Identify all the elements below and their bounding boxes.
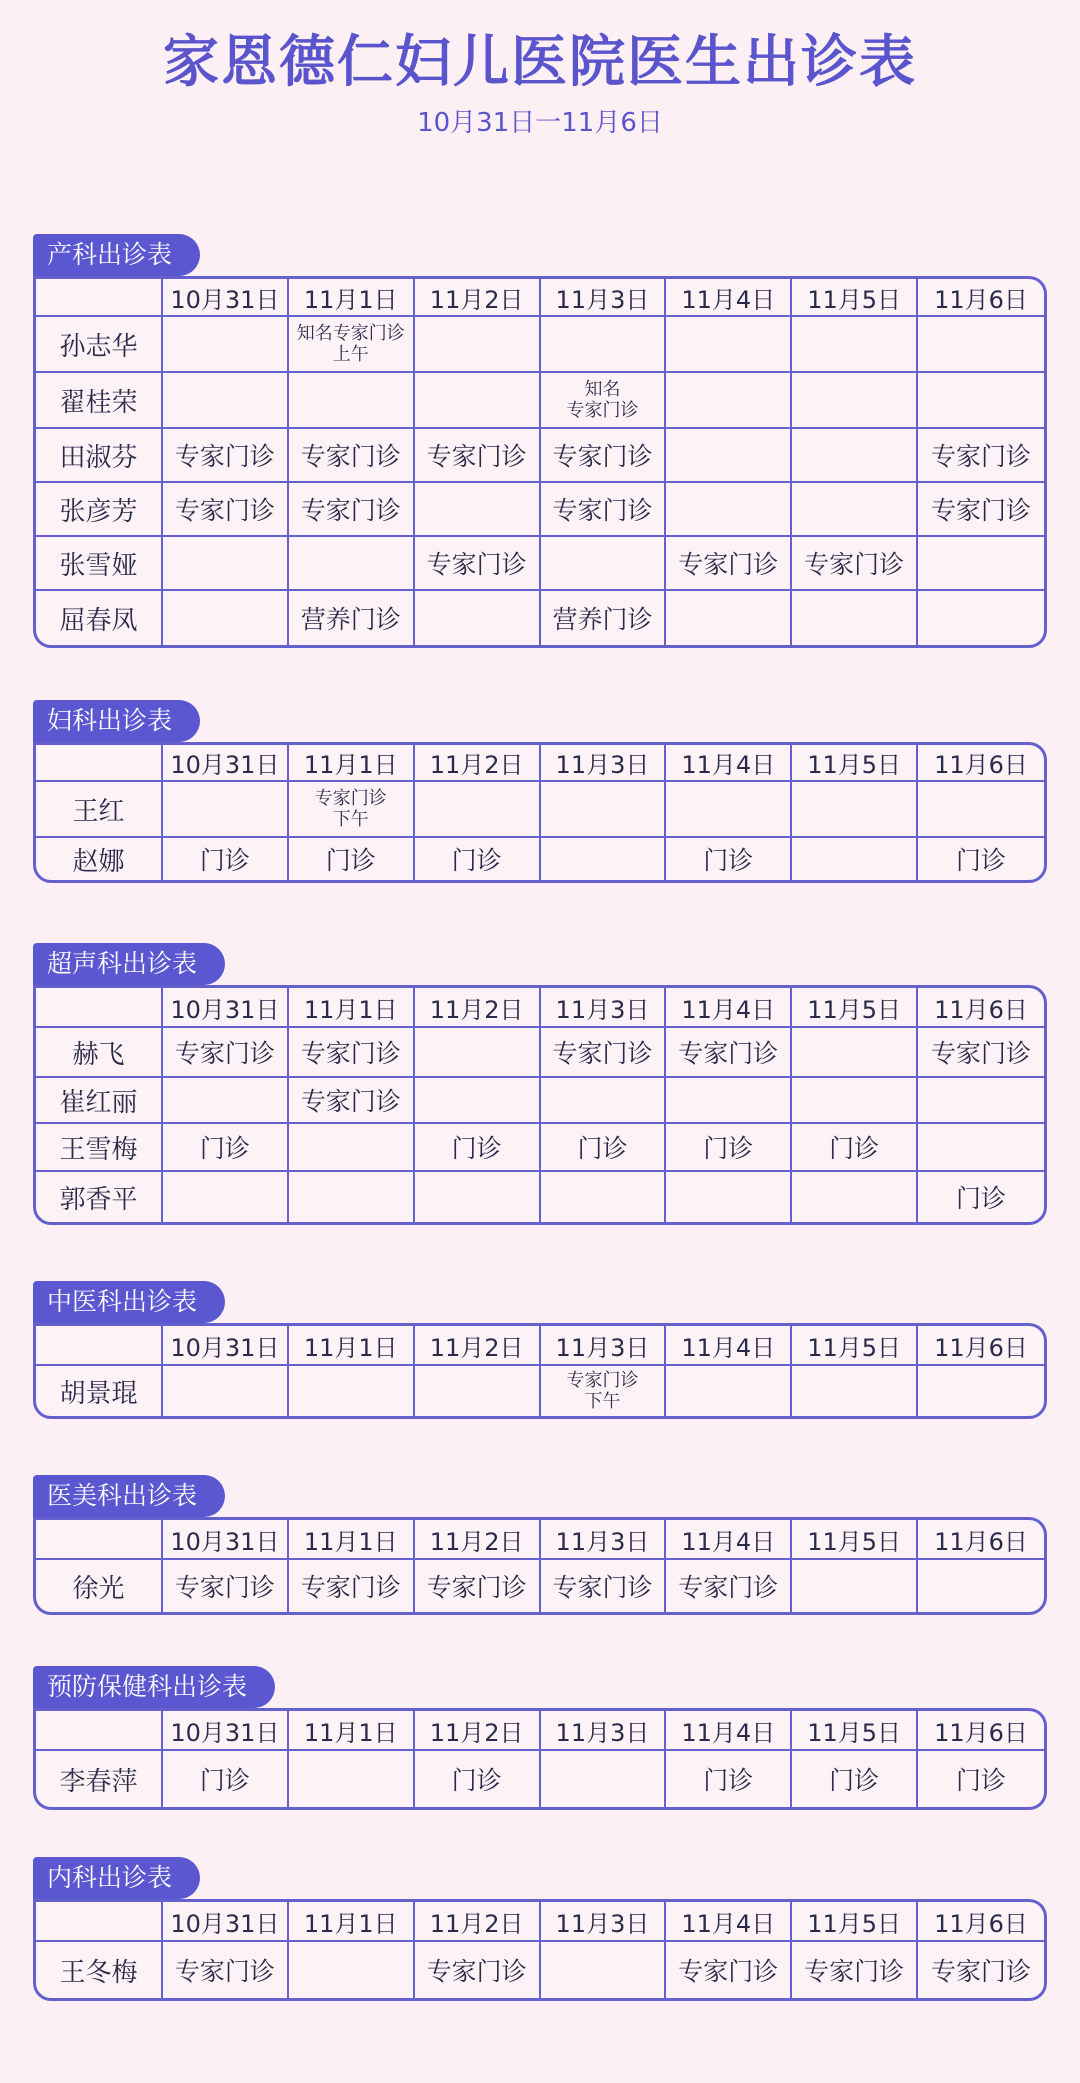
schedule-cell: 专家门诊 [163, 429, 289, 483]
schedule-cell [792, 317, 918, 373]
schedule-cell [289, 1366, 415, 1416]
schedule-cell: 专家门诊 [918, 483, 1044, 537]
date-header: 11月2日 [415, 1902, 541, 1942]
schedule-cell [541, 1366, 667, 1416]
date-header-row [36, 1711, 1044, 1751]
schedule-cell: 专家门诊 [289, 1028, 415, 1078]
doctor-row [36, 782, 1044, 838]
corner-cell [36, 988, 163, 1028]
date-header-row [36, 1326, 1044, 1366]
schedule-cell: 专家门诊 [918, 429, 1044, 483]
schedule-cell [666, 317, 792, 373]
schedule-cell [792, 483, 918, 537]
date-header-row [36, 988, 1044, 1028]
schedule-cell: 专家门诊 [666, 1028, 792, 1078]
schedule-cell [666, 782, 792, 838]
schedule-cell [415, 1172, 541, 1222]
schedule-cell [289, 317, 415, 373]
schedule-cell: 专家门诊 [415, 537, 541, 591]
schedule-cell [163, 1366, 289, 1416]
schedule-cell-line: 专家门诊 [566, 400, 639, 421]
date-header: 11月4日 [666, 745, 792, 782]
schedule-cell: 门诊 [415, 838, 541, 880]
doctor-name: 王雪梅 [36, 1124, 163, 1172]
date-range: 10月31日一11月6日 [417, 108, 663, 138]
schedule-cell: 门诊 [666, 838, 792, 880]
schedule-cell [415, 1028, 541, 1078]
doctor-row [36, 1078, 1044, 1124]
schedule-cell [666, 429, 792, 483]
schedule-cell: 专家门诊 [415, 1560, 541, 1612]
doctor-row [36, 373, 1044, 429]
schedule-cell: 门诊 [163, 838, 289, 880]
schedule-cell [918, 591, 1044, 645]
schedule-cell: 专家门诊 [289, 1078, 415, 1124]
date-header: 11月6日 [918, 1520, 1044, 1560]
date-header: 11月2日 [415, 1711, 541, 1751]
schedule-cell: 专家门诊 [541, 483, 667, 537]
doctor-name: 胡景琨 [36, 1366, 163, 1416]
date-header: 11月6日 [918, 279, 1044, 317]
date-header: 11月5日 [792, 1520, 918, 1560]
doctor-name: 王冬梅 [36, 1942, 163, 1998]
schedule-cell: 门诊 [666, 1751, 792, 1807]
corner-cell [36, 1711, 163, 1751]
date-header: 10月31日 [163, 745, 289, 782]
schedule-cell-line: 知名专家门诊 [296, 323, 405, 344]
date-header: 11月1日 [289, 279, 415, 317]
corner-cell [36, 279, 163, 317]
doctor-name: 郭香平 [36, 1172, 163, 1222]
date-header: 11月5日 [792, 1711, 918, 1751]
date-header: 11月1日 [289, 1326, 415, 1366]
corner-cell [36, 1520, 163, 1560]
schedule-cell: 门诊 [666, 1124, 792, 1172]
date-header-row [36, 1520, 1044, 1560]
date-header: 11月6日 [918, 988, 1044, 1028]
date-header: 11月6日 [918, 1711, 1044, 1751]
schedule-cell [792, 1560, 918, 1612]
schedule-cell [163, 591, 289, 645]
doctor-row [36, 1751, 1044, 1807]
schedule-cell [415, 1078, 541, 1124]
corner-cell [36, 745, 163, 782]
schedule-cell: 专家门诊 [931, 1957, 1032, 1986]
section-tab: 产科出诊表 [33, 234, 200, 276]
schedule-cell [666, 1172, 792, 1222]
date-header: 11月2日 [415, 1520, 541, 1560]
date-header: 11月4日 [666, 1326, 792, 1366]
schedule-cell [541, 317, 667, 373]
schedule-cell-line: 下午 [584, 1391, 621, 1412]
doctor-row [36, 1028, 1044, 1078]
schedule-cell: 门诊 [541, 1124, 667, 1172]
schedule-cell [918, 1560, 1044, 1612]
schedule-cell: 门诊 [792, 1124, 918, 1172]
schedule-cell-line: 下午 [332, 809, 369, 830]
schedule-cell: 专家门诊 [666, 537, 792, 591]
schedule-cell [918, 1078, 1044, 1124]
schedule-cell: 专家门诊 [541, 429, 667, 483]
date-header: 11月3日 [541, 1520, 667, 1560]
schedule-cell: 门诊 [163, 1124, 289, 1172]
doctor-name: 徐光 [36, 1560, 163, 1612]
schedule-cell [415, 483, 541, 537]
doctor-name: 孙志华 [36, 317, 163, 373]
schedule-cell [792, 1028, 918, 1078]
doctor-name: 崔红丽 [36, 1078, 163, 1124]
doctor-name: 赵娜 [36, 838, 163, 880]
section-tab: 预防保健科出诊表 [33, 1666, 275, 1708]
date-header: 10月31日 [163, 279, 289, 317]
schedule-cell: 专家门诊 [792, 537, 918, 591]
section-tab: 医美科出诊表 [33, 1475, 225, 1517]
schedule-cell: 专家门诊 [918, 1028, 1044, 1078]
schedule-cell [163, 1172, 289, 1222]
schedule-cell [666, 591, 792, 645]
schedule-cell [918, 1366, 1044, 1416]
date-header: 11月4日 [666, 1902, 792, 1942]
page-title: 家恩德仁妇儿医院医生出诊表 [163, 30, 917, 95]
schedule-cell: 营养门诊 [541, 591, 667, 645]
schedule-cell [792, 782, 918, 838]
date-header: 11月3日 [541, 279, 667, 317]
schedule-cell [163, 373, 289, 429]
doctor-row [36, 1942, 1044, 1998]
schedule-cell: 专家门诊 [415, 1942, 541, 1998]
schedule-cell [918, 782, 1044, 838]
schedule-table [33, 1708, 1047, 1810]
schedule-cell-line: 专家门诊 [314, 788, 387, 809]
schedule-cell [792, 1366, 918, 1416]
section-tab: 妇科出诊表 [33, 700, 200, 742]
doctor-row [36, 1366, 1044, 1416]
schedule-cell [541, 838, 667, 880]
date-header: 11月3日 [541, 1711, 667, 1751]
schedule-cell: 专家门诊 [163, 483, 289, 537]
doctor-row [36, 1560, 1044, 1612]
schedule-cell [792, 838, 918, 880]
date-header-row [36, 279, 1044, 317]
date-header-row [36, 1902, 1044, 1942]
schedule-table [33, 1323, 1047, 1419]
schedule-cell: 专家门诊 [792, 1942, 918, 1998]
schedule-cell [666, 1366, 792, 1416]
doctor-row [36, 1124, 1044, 1172]
schedule-cell [541, 782, 667, 838]
section-tab: 内科出诊表 [33, 1857, 200, 1899]
doctor-row [36, 591, 1044, 645]
schedule-cell: 门诊 [415, 1751, 541, 1807]
date-header: 11月4日 [666, 988, 792, 1028]
date-header: 11月4日 [666, 279, 792, 317]
schedule-cell: 门诊 [956, 846, 1007, 875]
schedule-cell [918, 537, 1044, 591]
schedule-table [33, 1899, 1047, 2001]
schedule-cell [792, 429, 918, 483]
schedule-table [33, 276, 1047, 648]
section-tab: 超声科出诊表 [33, 943, 225, 985]
schedule-cell: 专家门诊 [289, 483, 415, 537]
schedule-cell [541, 1078, 667, 1124]
date-header: 10月31日 [163, 1902, 289, 1942]
doctor-row [36, 1172, 1044, 1222]
schedule-cell [541, 1942, 667, 1998]
doctor-name: 王红 [36, 782, 163, 838]
date-header: 11月5日 [792, 279, 918, 317]
date-header: 10月31日 [163, 1326, 289, 1366]
date-header: 11月2日 [415, 279, 541, 317]
schedule-cell [415, 782, 541, 838]
date-header: 11月6日 [918, 1902, 1044, 1942]
schedule-cell [666, 373, 792, 429]
schedule-cell: 门诊 [956, 1766, 1007, 1795]
date-header: 11月5日 [792, 1326, 918, 1366]
doctor-name: 屈春凤 [36, 591, 163, 645]
schedule-cell: 专家门诊 [163, 1942, 289, 1998]
schedule-cell: 营养门诊 [289, 591, 415, 645]
date-header: 11月5日 [792, 988, 918, 1028]
schedule-cell: 门诊 [792, 1751, 918, 1807]
schedule-cell [918, 1124, 1044, 1172]
date-header: 11月3日 [541, 1902, 667, 1942]
schedule-cell: 专家门诊 [163, 1028, 289, 1078]
schedule-cell [541, 1172, 667, 1222]
schedule-cell [792, 373, 918, 429]
schedule-cell [163, 1078, 289, 1124]
schedule-cell-line: 专家门诊 [566, 1370, 639, 1391]
schedule-cell: 门诊 [289, 838, 415, 880]
date-header: 10月31日 [163, 988, 289, 1028]
schedule-cell: 门诊 [956, 1184, 1007, 1213]
schedule-cell [289, 1751, 415, 1807]
schedule-cell [415, 373, 541, 429]
date-header: 11月1日 [289, 745, 415, 782]
schedule-cell [163, 782, 289, 838]
date-header: 11月3日 [541, 1326, 667, 1366]
doctor-name: 赫飞 [36, 1028, 163, 1078]
date-header: 11月6日 [918, 745, 1044, 782]
schedule-cell: 专家门诊 [666, 1560, 792, 1612]
schedule-cell [289, 373, 415, 429]
date-header: 11月3日 [541, 745, 667, 782]
schedule-cell [163, 317, 289, 373]
schedule-table [33, 1517, 1047, 1615]
schedule-cell: 专家门诊 [666, 1942, 792, 1998]
doctor-row [36, 838, 1044, 880]
date-header: 11月5日 [792, 1902, 918, 1942]
schedule-cell [289, 1124, 415, 1172]
schedule-cell [541, 537, 667, 591]
date-header: 11月2日 [415, 745, 541, 782]
doctor-row [36, 429, 1044, 483]
schedule-cell: 专家门诊 [163, 1560, 289, 1612]
schedule-cell-line: 上午 [332, 344, 369, 365]
schedule-cell [415, 591, 541, 645]
schedule-cell [792, 1172, 918, 1222]
doctor-row [36, 537, 1044, 591]
corner-cell [36, 1902, 163, 1942]
doctor-name: 张雪娅 [36, 537, 163, 591]
schedule-cell [792, 591, 918, 645]
schedule-cell: 门诊 [415, 1124, 541, 1172]
section-tab: 中医科出诊表 [33, 1281, 225, 1323]
date-header: 11月2日 [415, 988, 541, 1028]
schedule-cell [666, 1078, 792, 1124]
date-header: 11月1日 [289, 1902, 415, 1942]
date-header: 11月2日 [415, 1326, 541, 1366]
schedule-cell [541, 1751, 667, 1807]
schedule-cell-line: 知名 [584, 379, 621, 400]
doctor-row [36, 483, 1044, 537]
doctor-name: 田淑芬 [36, 429, 163, 483]
date-header: 10月31日 [163, 1520, 289, 1560]
date-header: 11月5日 [792, 745, 918, 782]
date-header: 11月1日 [289, 1520, 415, 1560]
schedule-cell [792, 1078, 918, 1124]
schedule-cell: 专家门诊 [415, 429, 541, 483]
schedule-cell [918, 373, 1044, 429]
schedule-cell: 专家门诊 [541, 1560, 667, 1612]
schedule-cell [918, 317, 1044, 373]
schedule-cell [289, 782, 415, 838]
date-header: 11月4日 [666, 1711, 792, 1751]
schedule-cell [163, 537, 289, 591]
schedule-cell [415, 317, 541, 373]
schedule-cell [289, 1942, 415, 1998]
corner-cell [36, 1326, 163, 1366]
schedule-table [33, 985, 1047, 1225]
date-header: 11月3日 [541, 988, 667, 1028]
date-header: 11月6日 [918, 1326, 1044, 1366]
schedule-cell: 专家门诊 [289, 1560, 415, 1612]
schedule-cell [289, 1172, 415, 1222]
date-header: 11月4日 [666, 1520, 792, 1560]
schedule-cell: 专家门诊 [541, 1028, 667, 1078]
schedule-cell [666, 483, 792, 537]
schedule-cell [541, 373, 667, 429]
schedule-cell [415, 1366, 541, 1416]
doctor-row [36, 317, 1044, 373]
doctor-name: 张彦芳 [36, 483, 163, 537]
doctor-name: 翟桂荣 [36, 373, 163, 429]
schedule-cell: 专家门诊 [289, 429, 415, 483]
date-header-row [36, 745, 1044, 782]
doctor-name: 李春萍 [36, 1751, 163, 1807]
schedule-table [33, 742, 1047, 883]
date-header: 10月31日 [163, 1711, 289, 1751]
schedule-cell [289, 537, 415, 591]
date-header: 11月1日 [289, 1711, 415, 1751]
date-header: 11月1日 [289, 988, 415, 1028]
schedule-cell: 门诊 [163, 1751, 289, 1807]
